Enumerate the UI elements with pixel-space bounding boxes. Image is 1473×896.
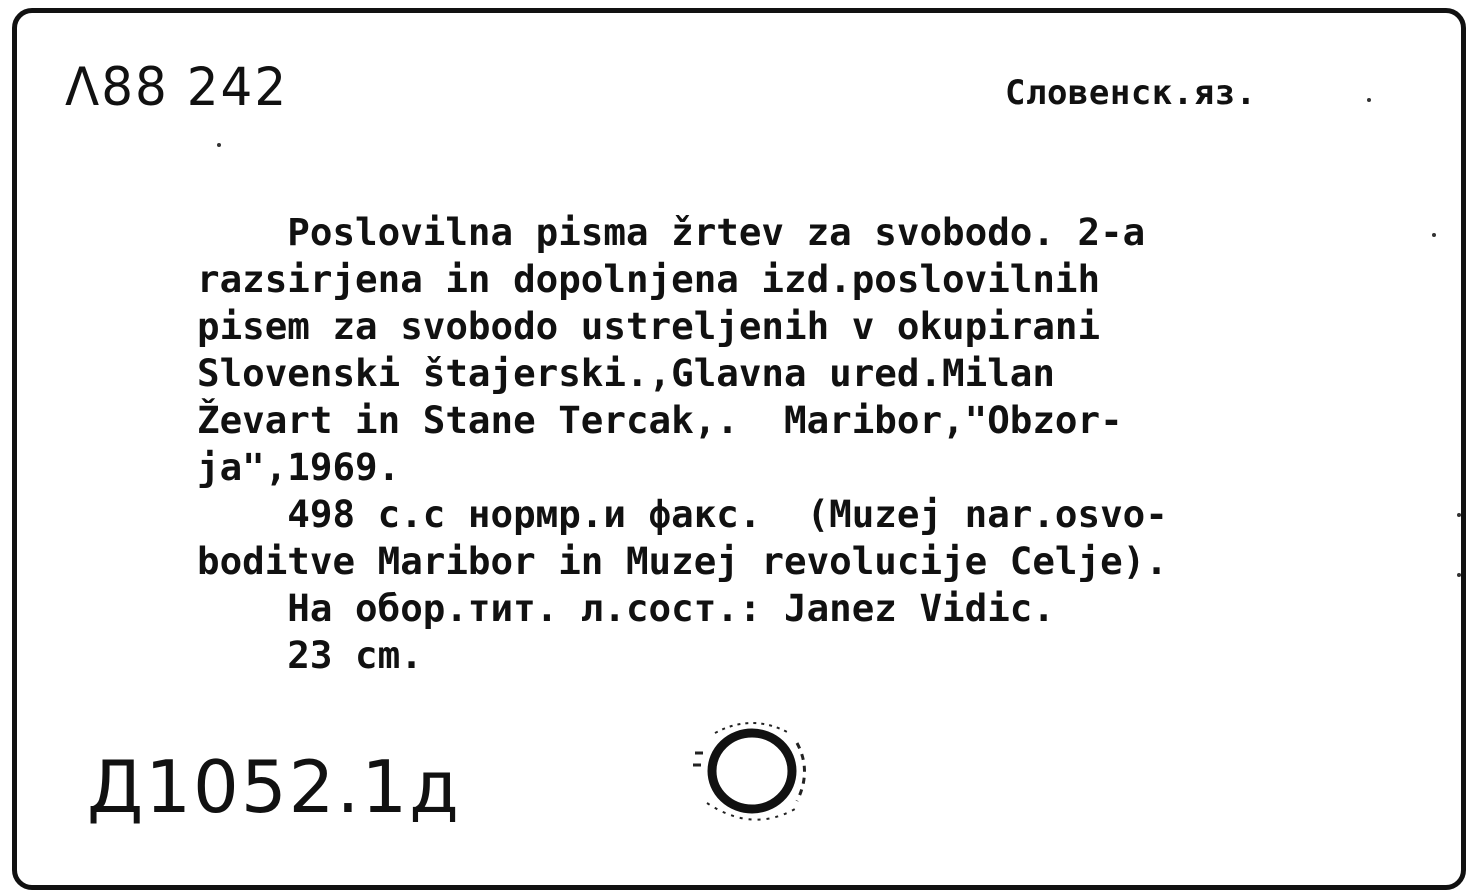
round-stamp-icon — [687, 713, 817, 838]
description-line: boditve Maribor in Muzej revolucije Celje). — [197, 539, 1168, 583]
description-line: Slovenski štajerski.,Glavna ured.Milan — [197, 351, 1055, 395]
ink-speck — [1367, 98, 1371, 102]
call-number: Λ88 242 — [65, 56, 289, 118]
subject-heading: Словенск.яз. — [1005, 73, 1257, 113]
shelf-mark: Д1052.1д — [87, 745, 461, 829]
description-line: ja",1969. — [197, 445, 401, 489]
description-line: Poslovilna pisma žrtev za svobodo. 2-a — [197, 210, 1146, 254]
ink-speck — [217, 143, 221, 147]
catalog-card — [12, 8, 1466, 890]
ink-speck — [1432, 233, 1436, 237]
description-line: 498 c.c нормр.и факс. (Muzej nar.osvo- — [197, 492, 1168, 536]
description-line: pisem za svobodo ustreljenih v okupirani — [197, 304, 1101, 348]
description-line: На обор.тит. л.сост.: Janez Vidic. — [197, 586, 1055, 630]
description-line: 23 cm. — [197, 633, 423, 677]
description-line: Ževart in Stane Tercak,. Maribor,"Obzor- — [197, 398, 1123, 442]
ink-speck — [1457, 573, 1461, 577]
bibliographic-description — [197, 209, 1168, 679]
description-line: razsirjena in dopolnjena izd.poslovilnih — [197, 257, 1101, 301]
ink-speck — [1457, 513, 1461, 517]
